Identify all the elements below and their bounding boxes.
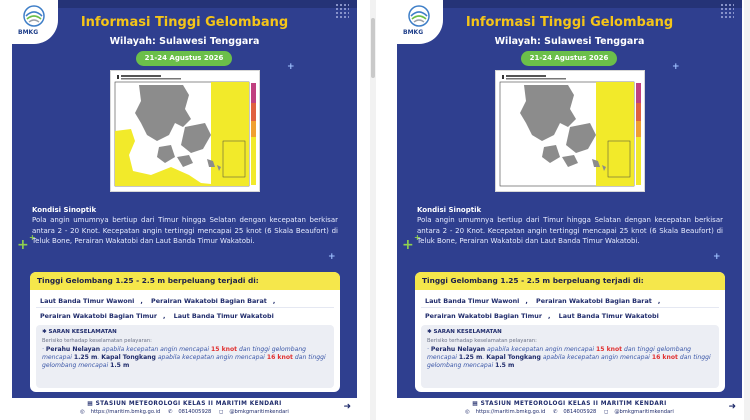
phone-icon: ✆ — [167, 409, 173, 415]
region-subtitle: Wilayah: Sulawesi Tenggara — [494, 36, 645, 47]
safety-text: · Perahu Nelayan apabila kecepatan angin mencapai 15 knot dan tinggi gelombang mencapai 1.25 m. Kapal Tongkang apabila kecepatan angin mencapai 16 knot dan tinggi gelombang mencapai 1.5 m — [427, 346, 711, 370]
area-item: Perairan Wakatobi Bagian Timur — [425, 312, 542, 320]
footer — [397, 398, 742, 420]
wave-heading: Tinggi Gelombang 1.25 - 2.5 m berpeluang terjadi di: — [30, 272, 340, 290]
safety-subtitle: Berisiko terhadap keselamatan pelayaran: — [427, 338, 537, 344]
arrow-right-icon[interactable]: ➜ — [343, 402, 351, 412]
area-list-row: Laut Banda Timur Wawoni , Perairan Wakatobi Bagian Barat , — [40, 297, 276, 305]
phone-icon: ✆ — [552, 409, 558, 415]
footer-contacts — [12, 409, 357, 415]
wave-map-image — [111, 71, 259, 191]
wave-heading: Tinggi Gelombang 1.25 - 2.5 m berpeluang terjadi di: — [415, 272, 725, 290]
synoptic-title: Kondisi Sinoptik — [32, 206, 97, 214]
logo-text: BMKG — [403, 29, 424, 36]
warning-icon: ✱ — [427, 329, 434, 335]
plus-decoration-icon: + — [29, 233, 36, 242]
post-panel-left — [12, 0, 357, 420]
safety-title: ✱ SARAN KESELAMATAN — [427, 329, 502, 335]
warning-icon: ✱ — [42, 329, 49, 335]
date-badge: 21-24 Agustus 2026 — [521, 51, 617, 66]
area-item: Perairan Wakatobi Bagian Timur — [40, 312, 157, 320]
plus-decoration-icon: + — [402, 237, 414, 253]
plus-decoration-icon: + — [17, 237, 29, 253]
instagram-icon: ◻ — [604, 409, 609, 415]
date-badge: 21-24 Agustus 2026 — [136, 51, 232, 66]
footer-social[interactable]: @bmkgmaritimkendari — [614, 409, 674, 415]
plus-decoration-icon: + — [672, 62, 680, 72]
synoptic-text: Pola angin umumnya bertiup dari Timur hingga Selatan dengan kecepatan berkisar antara 2 - 20 Knot. Kecepatan angin tertinggi mencapai 25 knot (6 Skala Beaufort) di Teluk Bone, Perairan Wakatobi dan Laut Banda Timur Wakatobi. — [417, 216, 723, 246]
plus-decoration-icon: + — [287, 62, 295, 72]
footer — [12, 398, 357, 420]
footer-title: ▦ STASIUN METEOROLOGI KELAS II MARITIM KENDARI — [472, 401, 667, 407]
divider — [421, 307, 719, 308]
safety-advice-box — [36, 325, 334, 388]
post-panel-right — [397, 0, 742, 420]
page-title: Informasi Tinggi Gelombang — [465, 15, 674, 30]
footer-web[interactable]: https://maritim.bmkg.go.id — [475, 409, 546, 415]
page-title: Informasi Tinggi Gelombang — [80, 15, 289, 30]
top-bar — [12, 0, 357, 8]
wave-height-card — [415, 272, 725, 392]
area-item: Laut Banda Timur Wakatobi — [173, 312, 274, 320]
logo-text: BMKG — [18, 29, 39, 36]
footer-phone[interactable]: 0814005928 — [563, 409, 597, 415]
globe-icon: ◎ — [465, 409, 470, 415]
top-bar — [397, 0, 742, 8]
footer-web[interactable]: https://maritim.bmkg.go.id — [90, 409, 161, 415]
station-icon: ▦ — [87, 401, 96, 407]
footer-phone[interactable]: 0814005928 — [178, 409, 212, 415]
area-item: Laut Banda Timur Wawoni — [425, 297, 520, 305]
area-item: Laut Banda Timur Wakatobi — [558, 312, 659, 320]
area-item: Laut Banda Timur Wawoni — [40, 297, 135, 305]
wave-height-card — [30, 272, 340, 392]
area-item: Perairan Wakatobi Bagian Barat — [536, 297, 652, 305]
plus-decoration-icon: + — [328, 252, 336, 262]
station-icon: ▦ — [472, 401, 481, 407]
wave-map-image — [496, 71, 644, 191]
plus-decoration-icon: + — [414, 233, 421, 242]
area-item: Perairan Wakatobi Bagian Barat — [151, 297, 267, 305]
wave-map — [110, 70, 260, 192]
synoptic-title: Kondisi Sinoptik — [417, 206, 482, 214]
area-list-row: Laut Banda Timur Wawoni , Perairan Wakatobi Bagian Barat , — [425, 297, 661, 305]
synoptic-text: Pola angin umumnya bertiup dari Timur hingga Selatan dengan kecepatan berkisar antara 2 - 20 Knot. Kecepatan angin tertinggi mencapai 25 knot (6 Skala Beaufort) di Teluk Bone, Perairan Wakatobi dan Laut Banda Timur Wakatobi. — [32, 216, 338, 246]
footer-title: ▦ STASIUN METEOROLOGI KELAS II MARITIM KENDARI — [87, 401, 282, 407]
globe-icon: ◎ — [80, 409, 85, 415]
safety-advice-box — [421, 325, 719, 388]
area-list-row: Perairan Wakatobi Bagian Timur , Laut Banda Timur Wakatobi — [40, 312, 274, 320]
safety-text: · Perahu Nelayan apabila kecepatan angin mencapai 15 knot dan tinggi gelombang mencapai 1.25 m. Kapal Tongkang apabila kecepatan angin mencapai 16 knot dan tinggi gelombang mencapai 1.5 m — [42, 346, 326, 370]
safety-subtitle: Berisiko terhadap keselamatan pelayaran: — [42, 338, 152, 344]
safety-title: ✱ SARAN KESELAMATAN — [42, 329, 117, 335]
arrow-right-icon[interactable]: ➜ — [728, 402, 736, 412]
scrollbar-track[interactable] — [744, 0, 750, 420]
footer-contacts — [397, 409, 742, 415]
divider — [36, 307, 334, 308]
wave-map — [495, 70, 645, 192]
instagram-icon: ◻ — [219, 409, 224, 415]
scrollbar-thumb[interactable] — [371, 18, 375, 78]
area-list-row: Perairan Wakatobi Bagian Timur , Laut Banda Timur Wakatobi — [425, 312, 659, 320]
plus-decoration-icon: + — [713, 252, 721, 262]
region-subtitle: Wilayah: Sulawesi Tenggara — [109, 36, 260, 47]
footer-social[interactable]: @bmkgmaritimkendari — [229, 409, 289, 415]
